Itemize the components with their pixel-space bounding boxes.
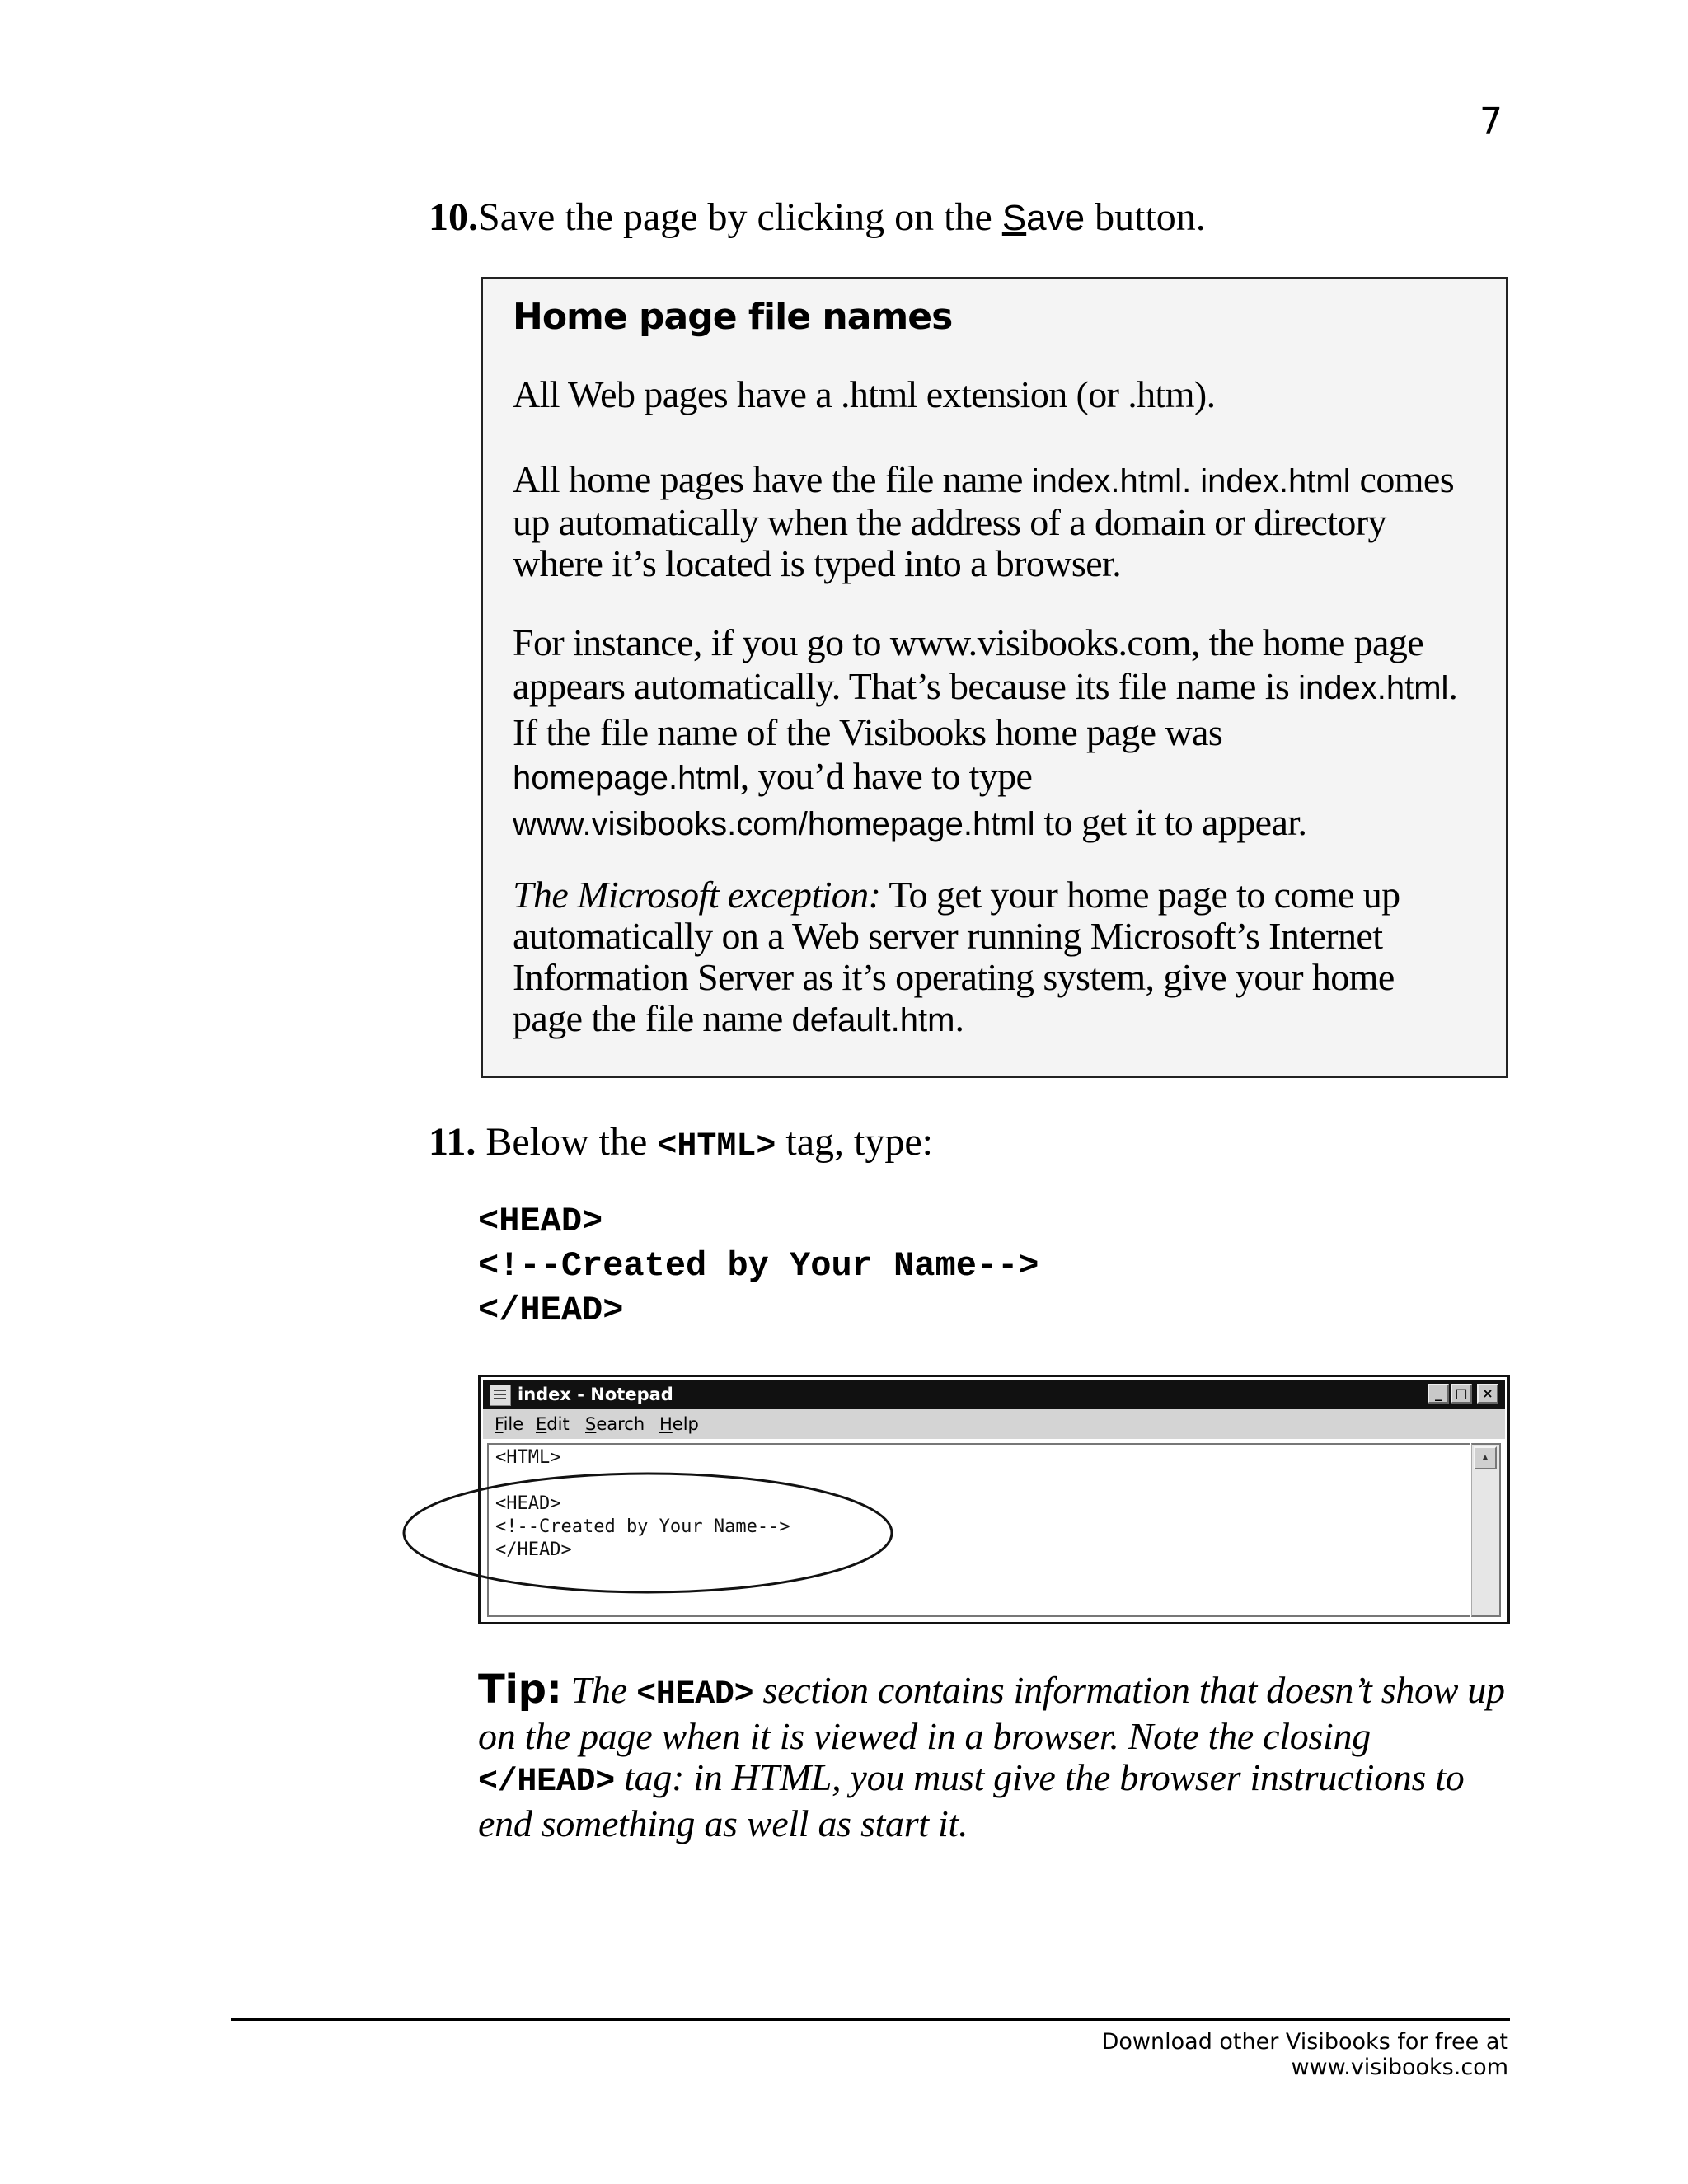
step-10	[429, 194, 1206, 241]
sidebar-p4-text-a: To get your home page to come up automatically on a Web server running Microsoft’s Internet Information Server as it’s operating system, give your home page the file name	[513, 874, 1400, 1039]
sidebar-box	[481, 277, 1508, 1078]
menu-edit[interactable]: Edit	[536, 1414, 570, 1434]
menu-file[interactable]: File	[495, 1414, 524, 1434]
sidebar-paragraph-3	[513, 621, 1461, 846]
sidebar-paragraph-2	[513, 459, 1461, 584]
sidebar-paragraph-1: All Web pages have a .html extension (or .htm).	[513, 373, 1216, 415]
close-button[interactable]: ×	[1477, 1384, 1498, 1404]
closing-head-tag-inline: </HEAD>	[478, 1764, 615, 1801]
highlight-ellipse	[401, 1471, 894, 1595]
notepad-app-icon	[490, 1385, 511, 1406]
menu-search[interactable]: Search	[585, 1414, 645, 1434]
sidebar-title: Home page file names	[513, 296, 953, 338]
footer-rule	[231, 2018, 1510, 2021]
notepad-menubar	[483, 1409, 1505, 1439]
notepad-text-content: <HTML> <HEAD> <!--Created by Your Name--> </HEAD>	[495, 1447, 790, 1560]
step-10-text-after: button.	[1085, 195, 1206, 239]
menu-help[interactable]: Help	[659, 1414, 699, 1434]
step-11-number: 11.	[429, 1120, 476, 1164]
sidebar-p3-text-c: , you’d have to type	[739, 755, 1033, 797]
sidebar-p3-filename-1: index.html	[1298, 670, 1449, 706]
save-button-accelerator: S	[1001, 198, 1027, 238]
step-10-number: 10.	[429, 195, 478, 239]
minimize-button[interactable]: _	[1428, 1384, 1449, 1404]
notepad-titlebar	[483, 1380, 1505, 1409]
code-block: <HEAD> <!--Created by Your Name--> </HEAD>	[478, 1202, 1039, 1330]
step-11	[429, 1119, 933, 1170]
sidebar-p3-filename-2: homepage.html	[513, 760, 740, 796]
save-button-rest: ave	[1026, 198, 1085, 238]
save-button-reference	[1002, 198, 1085, 238]
sidebar-p3-text-d: to get it to appear.	[1034, 801, 1307, 843]
sidebar-p4-italic: The Microsoft exception:	[513, 874, 881, 916]
scroll-up-arrow-icon[interactable]: ▲	[1474, 1446, 1497, 1469]
html-tag-inline: <HTML>	[657, 1128, 776, 1165]
tip-text-b: section contains information that doesn’t show up on the page when it is viewed in a browser. Note the closing	[478, 1669, 1505, 1757]
tip-text-c: tag: in HTML, you must give the browser instructions to end something as well as start it.	[478, 1756, 1465, 1844]
sidebar-paragraph-4	[513, 874, 1461, 1041]
tip-text-a: The	[561, 1669, 637, 1711]
sidebar-p2-text-b: comes up automatically when the address of a domain or directory where it’s located is typed into a browser.	[513, 458, 1455, 584]
sidebar-p4-text-b: .	[954, 997, 964, 1039]
sidebar-p3-url: www.visibooks.com/homepage.html	[513, 806, 1035, 842]
sidebar-p3-text-a: For instance, if you go to www.visibooks.com, the home page appears automatically. That’s because its file name is	[513, 621, 1424, 707]
sidebar-p3-text-b: . If the file name of the Visibooks home page was	[513, 665, 1458, 753]
step-10-text-before: Save the page by clicking on the	[478, 195, 1002, 239]
tip-paragraph	[478, 1666, 1508, 1844]
footer-text: Download other Visibooks for free at www.visibooks.com	[1101, 2029, 1508, 2080]
page-number: 7	[1479, 101, 1503, 143]
maximize-button[interactable]: □	[1451, 1384, 1472, 1404]
head-tag-inline: <HEAD>	[636, 1676, 754, 1713]
step-11-text-after: tag, type:	[776, 1120, 933, 1164]
tip-label: Tip:	[478, 1666, 562, 1713]
sidebar-p2-filename: index.html. index.html	[1031, 463, 1351, 499]
notepad-title: index - Notepad	[518, 1385, 673, 1404]
notepad-scrollbar[interactable]	[1471, 1443, 1501, 1617]
step-11-text-before: Below the	[476, 1120, 658, 1164]
sidebar-p2-text: All home pages have the file name	[513, 458, 1032, 500]
sidebar-p4-filename: default.htm	[791, 1002, 955, 1038]
